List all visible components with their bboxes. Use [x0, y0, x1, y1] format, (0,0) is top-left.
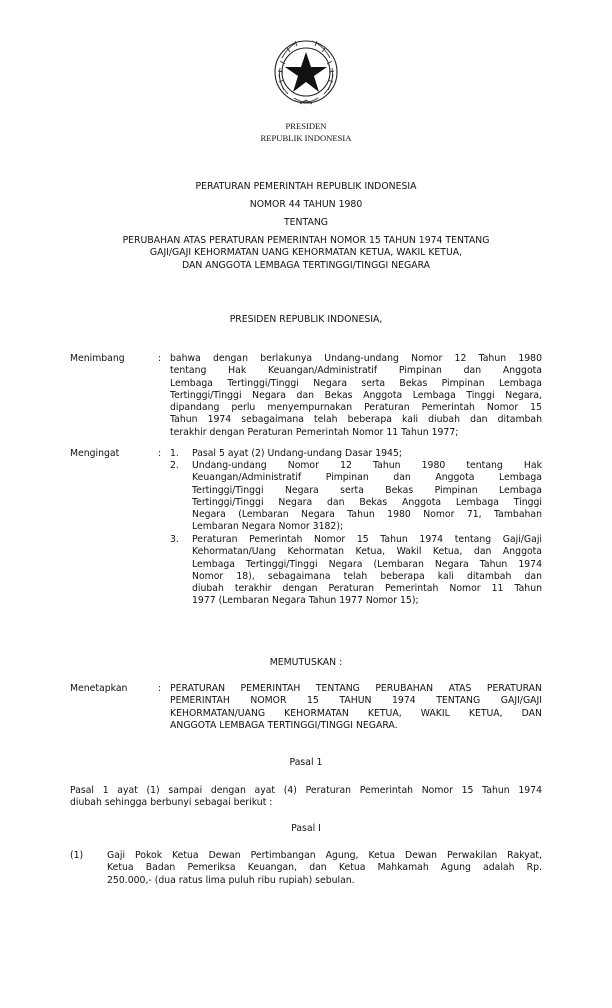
ayat-1-text	[107, 850, 542, 887]
mengingat-line: Kehormatan/Uang Kehormatan Ketua, Wakil Ketua, dan Anggota	[192, 546, 542, 558]
mengingat-colon: :	[158, 448, 162, 459]
mengingat-item-2-num: 2.	[170, 460, 179, 471]
mengingat-label: Mengingat	[70, 448, 120, 459]
menetapkan-text	[170, 683, 542, 732]
menimbang-colon: :	[158, 353, 162, 364]
regulation-title: PERATURAN PEMERINTAH REPUBLIK INDONESIA	[195, 181, 417, 192]
presidential-emblem-icon	[270, 32, 342, 116]
regulation-subject	[0, 235, 612, 272]
menimbang-line: dipandang perlu menyempurnakan Peraturan Pemerintah Nomor 15	[170, 402, 542, 414]
menimbang-label: Menimbang	[70, 353, 125, 364]
ayat-line: 250.000,- (dua ratus lima puluh ribu rupiah) sebulan.	[107, 874, 355, 886]
menetapkan-line: PERATURAN PEMERINTAH TENTANG PERUBAHAN ATAS PERATURAN	[170, 683, 542, 694]
letterhead-line-2: REPUBLIK INDONESIA	[260, 133, 352, 143]
mengingat-line: Undang-undang Nomor 12 Tahun 1980 tentang Hak	[192, 460, 542, 471]
regulation-number: NOMOR 44 TAHUN 1980	[249, 199, 363, 210]
mengingat-line: diubah terakhir dengan Peraturan Pemerintah Nomor 11 Tahun	[192, 583, 542, 595]
ayat-1-num: (1)	[70, 850, 84, 861]
menetapkan-line: KEHORMATAN/UANG KEHORMATAN KETUA, WAKIL KETUA, DAN	[170, 707, 542, 719]
menimbang-text	[170, 353, 542, 439]
ayat-line: Gaji Pokok Ketua Dewan Pertimbangan Agung, Ketua Dewan Perwakilan Rakyat,	[107, 850, 542, 861]
regulation-tentang: TENTANG	[284, 217, 328, 228]
mengingat-item-2	[192, 460, 542, 534]
subject-line: GAJI/GAJI KEHORMATAN UANG KEHORMATAN KETUA, WAKIL KETUA,	[149, 247, 463, 259]
menimbang-line: Tertinggi/Tinggi Negara dan Bekas Anggota Lembaga Tinggi Negara,	[170, 389, 542, 401]
menimbang-line: Lembaga Tertinggi/Tinggi Negara serta Bekas Pimpinan Lembaga	[170, 377, 542, 389]
menimbang-line: bahwa dengan berlakunya Undang-undang Nomor 12 Tahun 1980	[170, 353, 542, 364]
menetapkan-line: ANGGOTA LEMBAGA TERTINGGI/TINGGI NEGARA.	[170, 719, 398, 731]
pasal-I-heading: Pasal I	[291, 823, 321, 834]
menimbang-line: tentang Hak Keuangan/Administratif Pimpinan dan Anggota	[170, 365, 542, 377]
mengingat-item-1-num: 1.	[170, 448, 179, 459]
mengingat-line: Pasal 5 ayat (2) Undang-undang Dasar 1945;	[192, 448, 402, 459]
mengingat-line: Lembaran Negara Nomor 3182);	[192, 521, 344, 533]
pasal-1-text	[70, 785, 542, 810]
mengingat-line: Peraturan Pemerintah Nomor 15 Tahun 1974 tentang Gaji/Gaji	[192, 534, 542, 545]
preamble: PRESIDEN REPUBLIK INDONESIA,	[229, 314, 383, 325]
pasal-1-line: diubah sehingga berbunyi sebagai berikut :	[70, 797, 273, 809]
memutuskan-heading: MEMUTUSKAN :	[269, 657, 343, 668]
menetapkan-label: Menetapkan	[70, 683, 128, 694]
mengingat-line: Lembaga Tertinggi/Tinggi Negara (Lembaran Negara Tahun 1974	[192, 558, 542, 570]
mengingat-line: 1977 (Lembaran Negara Tahun 1977 Nomor 15);	[192, 595, 419, 607]
menetapkan-colon: :	[158, 683, 162, 694]
pasal-1-heading: Pasal 1	[289, 757, 323, 768]
ayat-line: Ketua Badan Pemeriksa Keuangan, dan Ketua Mahkamah Agung adalah Rp.	[107, 862, 542, 874]
mengingat-line: Negara (Lembaran Negara Tahun 1980 Nomor 71, Tambahan	[192, 509, 542, 521]
mengingat-item-1	[192, 448, 542, 460]
pasal-1-line: Pasal 1 ayat (1) sampai dengan ayat (4) Peraturan Pemerintah Nomor 15 Tahun 1974	[70, 785, 542, 796]
mengingat-line: Tertinggi/Tinggi Negara dan Bekas Anggota Lembaga Tinggi	[192, 496, 542, 508]
menimbang-line: terakhir dengan Peraturan Pemerintah Nomor 11 Tahun 1977;	[170, 426, 459, 438]
mengingat-item-3	[192, 534, 542, 608]
letterhead-line-1: PRESIDEN	[285, 121, 327, 131]
mengingat-line: Keuangan/Administratif Pimpinan dan Anggota Lembaga	[192, 472, 542, 484]
menetapkan-line: PEMERINTAH NOMOR 15 TAHUN 1974 TENTANG GAJI/GAJI	[170, 695, 542, 707]
mengingat-item-3-num: 3.	[170, 534, 179, 545]
mengingat-line: Nomor 18), sebagaimana telah beberapa kali ditambah dan	[192, 570, 542, 582]
subject-line: DAN ANGGOTA LEMBAGA TERTINGGI/TINGGI NEGARA	[181, 259, 431, 271]
subject-line: PERUBAHAN ATAS PERATURAN PEMERINTAH NOMOR 15 TAHUN 1974 TENTANG	[122, 235, 490, 246]
mengingat-line: Tertinggi/Tinggi Negara serta Bekas Pimpinan Lembaga	[192, 484, 542, 496]
menimbang-line: Tahun 1974 sebagaimana telah beberapa kali diubah dan ditambah	[170, 414, 542, 426]
